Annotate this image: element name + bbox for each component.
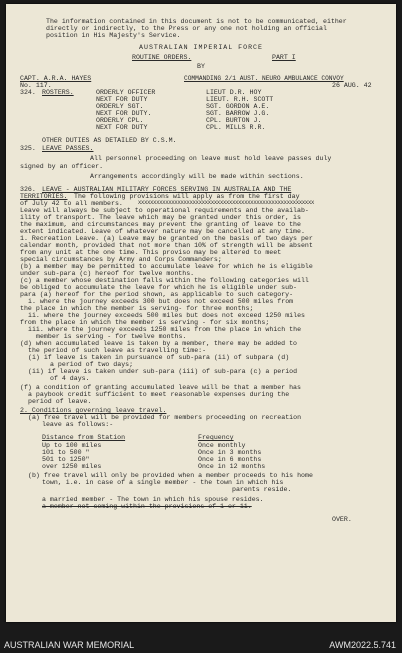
para-number: 324. [20, 89, 36, 96]
body-line: period of leave. [28, 398, 92, 405]
body-line: special circumstances by Army and Corps Commanders; [20, 256, 222, 263]
body-line: iii. where the journey exceeds 1250 miles from the place in which the [28, 326, 302, 333]
body-line: the place in which the member is serving- for three months; [20, 305, 254, 312]
body-line: extent indicated. Leave of whatever nature may be cancelled at any time. [20, 228, 305, 235]
body-line: under sub-para (c) hereof for twelve months. [20, 270, 195, 277]
body-line: of July 42 to all members. [20, 200, 123, 207]
body-line: from the place in which the member is serving - for six months; [20, 319, 270, 326]
body-line: from any unit at the one time. This proviso may be altered to meet [20, 249, 282, 256]
leave-heading-cont: TERRITORIES. [20, 193, 68, 200]
body-line: leave as follows:- [42, 421, 114, 428]
struck-out-line: a member not coming within the provisions of 1 or 11. [42, 503, 252, 510]
body-line: (b) free travel will only be provided when a member proceeds to his home [28, 472, 313, 479]
body-line: a married member - The town in which his spouse resides. [42, 496, 264, 503]
body-line: (c) a member whose destination falls within the following categories will [20, 277, 309, 284]
table-cell-frequency: Once in 3 months [198, 449, 262, 456]
body-line: ility of transport. The leave which may be granted under this order, is [20, 214, 301, 221]
document-page [6, 4, 396, 622]
body-line: 1. Recreation Leave. (a) Leave may be granted on the basis of two days per [20, 235, 313, 242]
table-cell-frequency: Once in 12 months [198, 463, 266, 470]
roster-name: SGT. BARROW J.G. [206, 110, 270, 117]
roster-role: NEXT FOR DUTY. [96, 110, 152, 117]
archive-footer [0, 638, 402, 653]
table-header-distance: Distance from Station [42, 434, 126, 441]
body-line: member is serving - for twelve months. [36, 333, 187, 340]
body-line: Arrangements accordingly will be made within sections. [90, 173, 304, 180]
body-line: (d) when accumulated leave is taken by a member, there may be added to [20, 340, 297, 347]
body-line: the maximum, and circumstances may prevent the granting of leave to the [20, 221, 301, 228]
security-notice-line: directly or indirectly, to the Press or any one not holding an official [46, 25, 327, 32]
para-number: 326. [20, 186, 36, 193]
body-line: ii. where the journey exceeds 500 miles but does not exceed 1250 miles [28, 312, 305, 319]
table-cell-distance: 101 to 500 " [42, 449, 90, 456]
footer-accession-number: AWM2022.5.741 [329, 640, 396, 650]
order-date: 26 AUG. 42 [332, 82, 372, 89]
command-title: COMMANDING 2/1 AUST. NEURO AMBULANCE CONVOY [184, 75, 344, 82]
document-title: ROUTINE ORDERS. [132, 54, 192, 61]
roster-role: ORDERLY CPL. [96, 117, 144, 124]
table-cell-distance: over 1250 miles [42, 463, 102, 470]
body-line: The following provisions will apply as from the first day [74, 193, 300, 200]
table-cell-distance: 501 to 1250" [42, 456, 90, 463]
roster-name: CPL. BURTON J. [206, 117, 262, 124]
table-cell-distance: Up to 100 miles [42, 442, 102, 449]
security-notice-line: The information contained in this document is not to be communicated, either [46, 18, 347, 25]
over-marker: OVER. [332, 516, 352, 523]
subheading: 2. Conditions governing leave travel. [20, 407, 167, 414]
body-line: (i) if leave is taken in pursuance of sub-para (ii) of subpara (d) [28, 354, 290, 361]
body-line: town, i.e. in case of a single member - the town in which his [42, 479, 284, 486]
body-line: be obliged to accumulate the leave for which he is eligible under sub- [20, 284, 297, 291]
roster-role: ORDERLY SGT. [96, 103, 144, 110]
body-line: signed by an officer. [20, 163, 104, 170]
body-line: of 4 days. [50, 375, 90, 382]
roster-role: NEXT FOR DUTY [96, 96, 148, 103]
roster-name: SGT. GORDON A.E. [206, 103, 270, 110]
body-line: calendar month, provided that not more than 10% of strength will be absent [20, 242, 313, 249]
roster-role: NEXT FOR DUTY [96, 124, 148, 131]
body-line: i. where the journey exceeds 300 but does not exceed 500 miles from [28, 298, 294, 305]
body-line: the period of such leave as travelling time:- [28, 347, 207, 354]
leave-passes-heading: LEAVE PASSES. [42, 145, 94, 152]
body-line: Leave will always be subject to operational requirements and the availab- [20, 207, 309, 214]
rosters-heading: ROSTERS. [42, 89, 74, 96]
footer-institution: AUSTRALIAN WAR MEMORIAL [4, 640, 135, 650]
force-heading: AUSTRALIAN IMPERIAL FORCE [139, 44, 263, 51]
table-header-frequency: Frequency [198, 434, 234, 441]
by-label: BY [197, 63, 205, 70]
other-duties-note: OTHER DUTIES AS DETAILED BY C.S.M. [42, 137, 177, 144]
body-line: parents reside. [232, 486, 292, 493]
body-line: All personnel proceeding on leave must hold leave passes duly [90, 155, 332, 162]
order-number: No. 117. [20, 82, 52, 89]
table-cell-frequency: Once monthly [198, 442, 246, 449]
leave-heading: LEAVE - AUSTRALIAN MILITARY FORCES SERVING IN AUSTRALIA AND THE [42, 186, 292, 193]
officer-name: CAPT. A.R.A. HAYES [20, 75, 92, 82]
body-line: a paybook credit sufficient to meet reasonable expenses during the [28, 391, 290, 398]
struck-out-row: XXXXXXXXXXXXXXXXXXXXXXXXXXXXXXXXXXXXXXXXXXXXXXXXXXXXXXXXXX [138, 200, 315, 206]
roster-role: ORDERLY OFFICER [96, 89, 156, 96]
body-line: para (a) hereof for the period shown, as applicable to such category- [20, 291, 294, 298]
para-number: 325. [20, 145, 36, 152]
roster-name: LIEUT. R.H. SCOTT [206, 96, 274, 103]
body-line: (a) free travel will be provided for members proceeding on recreation [28, 414, 302, 421]
roster-name: CPL. MILLS R.R. [206, 124, 266, 131]
part-label: PART I [272, 54, 296, 61]
body-line: (f) a condition of granting accumulated leave will be that a member has [20, 384, 301, 391]
body-line: (b) a member may be permitted to accumulate leave for which he is eligible [20, 263, 313, 270]
roster-name: LIEUT D.R. HOY [206, 89, 262, 96]
body-line: a period of two days; [50, 361, 134, 368]
table-cell-frequency: Once in 6 months [198, 456, 262, 463]
security-notice-line: position in His Majesty's Service. [46, 32, 181, 39]
body-line: (ii) if leave is taken under sub-para (iii) of sub-para (c) a period [28, 368, 298, 375]
